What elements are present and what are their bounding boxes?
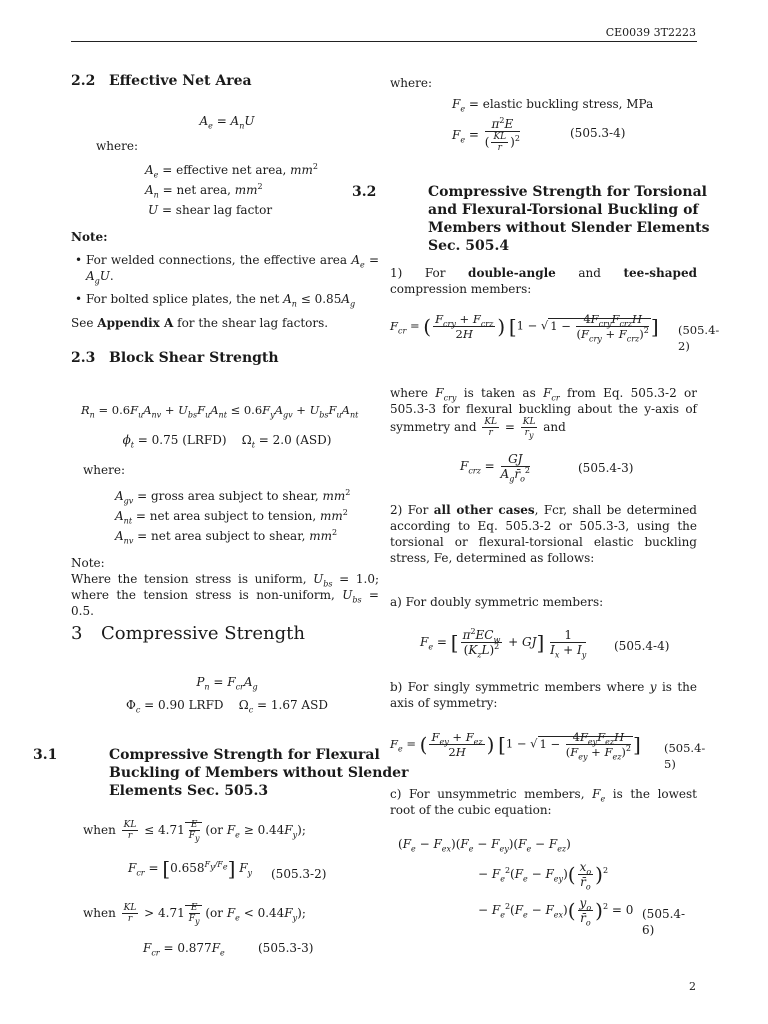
header-rule bbox=[71, 41, 697, 42]
eqno-505-3-4: (505.3-4) bbox=[570, 126, 626, 140]
eq-505-3-4: $F_e$ = $\pi^2E$ ( $\frac{KL}{r}$ )$^2$ (505.3-4) bbox=[452, 116, 626, 153]
eq-505-4-2: $F_{cr}$ = ( $\frac{F_{cry} + F_{crz}}{2H}$ ) [1 − √ 1 − $\frac{4F_{cry}F_{crz}H}{(F_{cry} + F_{crz})^2}$ ] (505.4-2) bbox=[390, 312, 720, 353]
header-doc-code: CE0039 3T2223 bbox=[605, 26, 696, 39]
section-3-2-heading: 3.2 Compressive Strength for Torsional and Flexural-Torsional Buckling of Members without Slender Elements Sec. 505.4 bbox=[352, 184, 710, 254]
def-agv: $A_{gv}$ = gross area subject to shear, $mm^2$ bbox=[115, 488, 351, 506]
eqno-505-4-6: (505.4-6) bbox=[642, 907, 686, 937]
eqno-505-4-3: (505.4-3) bbox=[578, 461, 634, 475]
eqno-505-4-2: (505.4-2) bbox=[678, 323, 720, 353]
eqno-505-4-5: (505.4-5) bbox=[664, 741, 706, 771]
para-fcry: where $F_{cry}$ is taken as $F_{cr}$ from Eq. 505.3-2 or 505.3-3 for flexural buckling about the y-axis of symmetry and $\frac{KL}{r}$ = $\frac{KL}{r_y}$ and bbox=[390, 386, 697, 440]
eq-block-shear: $R_n = 0.6F_uA_{nv} + U_{bs}F_uA_{nt} \le 0.6F_yA_{gv} + U_{bs}F_uA_{nt}$ bbox=[81, 403, 359, 420]
eqno-505-3-3: (505.3-3) bbox=[258, 941, 314, 955]
notes-list bbox=[71, 252, 379, 307]
eq-505-3-2: $F_{cr} = [0.658^{F_y/F_e}]$ $F_y$ (505.3-2) bbox=[128, 856, 327, 881]
eq-effective-net-area: $A_e = A_nU$ bbox=[199, 114, 255, 131]
eq-pn: $P_n = F_{cr}A_g$ bbox=[196, 675, 258, 692]
section-2-3-heading: 2.3 Block Shear Strength bbox=[71, 350, 279, 366]
para-doubly-symmetric: a) For doubly symmetric members: bbox=[390, 595, 604, 609]
where-label-2: where: bbox=[83, 463, 125, 477]
eq-505-4-5: $F_e$ = ( $\frac{F_{ey} + F_{ez}}{2H}$ ) [1 − √ 1 − $\frac{4F_{ey}F_{ez}H}{(F_{ey} + F_{ez})^2}$ ] (505.4-5) bbox=[390, 730, 706, 771]
note2-text: Where the tension stress is uniform, $U_{bs} = 1.0$; where the tension stress is non-uniform, $U_{bs} = 0.5$. bbox=[71, 572, 379, 618]
def-fe: $F_e$ = elastic buckling stress, MPa bbox=[452, 97, 654, 114]
section-3-1-heading: 3.1 Compressive Strength for Flexural Buckling of Members without Slender Elements Sec. 505.3 bbox=[33, 747, 409, 799]
eqno-505-4-4: (505.4-4) bbox=[614, 639, 670, 653]
see-appendix: See Appendix A for the shear lag factors. bbox=[71, 316, 329, 330]
eq-block-shear-factors: $\phi_t = 0.75$ (LRFD) $\Omega_t = 2.0$ (ASD) bbox=[122, 433, 332, 450]
eq-505-4-6-line1: $(F_e - F_{ex})(F_e - F_{ey})(F_e - F_{ez})$ bbox=[398, 837, 571, 854]
eq-505-3-3: $F_{cr} = 0.877F_e$ (505.3-3) bbox=[143, 941, 314, 958]
para-singly-symmetric: b) For singly symmetric members where y is the axis of symmetry: bbox=[390, 680, 697, 710]
para-case-2: 2) For all other cases, Fcr, shall be determined according to Eq. 505.3-2 or 505.3-3, using the torsional or flexural-torsional elastic buckling stress, Fe, determined as follows: bbox=[390, 503, 697, 565]
def-anv: $A_{nv}$ = net area subject to shear, $mm^2$ bbox=[115, 528, 338, 546]
where-label-3: where: bbox=[390, 76, 432, 90]
def-ae: $A_e$ = effective net area, $mm^2$ bbox=[145, 162, 318, 180]
note-label: Note: bbox=[71, 230, 108, 244]
note-item-welded: • For welded connections, the effective area $A_e = A_gU$. bbox=[71, 252, 379, 284]
def-ant: $A_{nt}$ = net area subject to tension, $mm^2$ bbox=[115, 508, 348, 526]
eq-505-4-4: $F_e$ = [ $\frac{\pi^2EC_w}{(K_zL)^2}$ + GJ] $\frac{1}{I_x + I_y}$ (505.4-4) bbox=[420, 627, 670, 660]
eq-505-4-6-line3: − $F_e^2(F_e - F_{ex})$( $\frac{y_o}{r̄_o}$ )$^2$ = 0 (505.4-6) bbox=[478, 896, 697, 925]
para-unsymmetric: c) For unsymmetric members, $F_e$ is the lowest root of the cubic equation: bbox=[390, 787, 697, 817]
eq-505-4-3: $F_{crz}$ = $\frac{GJ}{A_gr̄_o^2}$ (505.4-3) bbox=[460, 452, 634, 484]
eqno-505-3-2: (505.3-2) bbox=[271, 867, 327, 881]
note-item-bolted: • For bolted splice plates, the net $A_n \le 0.85A_g$ bbox=[71, 291, 379, 307]
eq-phi-c: $\Phi_c = 0.90$ LRFD $\Omega_c = 1.67$ ASD bbox=[126, 698, 328, 715]
section-2-2-heading: 2.2 Effective Net Area bbox=[71, 73, 252, 89]
note2-label: Note: bbox=[71, 556, 105, 570]
para-case-1: 1) For double-angle and tee-shaped compression members: bbox=[390, 266, 697, 296]
chapter-3-heading: 3 Compressive Strength bbox=[71, 623, 305, 644]
eq-505-4-6-line2: − $F_e^2(F_e - F_{ey})$( $\frac{x_o}{r̄_o}$ )$^2$ bbox=[478, 860, 609, 892]
condition-when-2: when $\frac{KL}{r}$ > 4.71 $\frac{E}{F_y}$ (or $F_e < 0.44F_y$); bbox=[83, 903, 306, 926]
page-number: 2 bbox=[689, 980, 696, 993]
condition-when-1: when $\frac{KL}{r}$ ≤ 4.71 $\frac{E}{F_y}$ (or $F_e \ge 0.44F_y$); bbox=[83, 820, 306, 843]
def-u: U = shear lag factor bbox=[148, 203, 273, 217]
def-an: $A_n$ = net area, $mm^2$ bbox=[145, 182, 263, 200]
where-label-1: where: bbox=[96, 139, 138, 153]
